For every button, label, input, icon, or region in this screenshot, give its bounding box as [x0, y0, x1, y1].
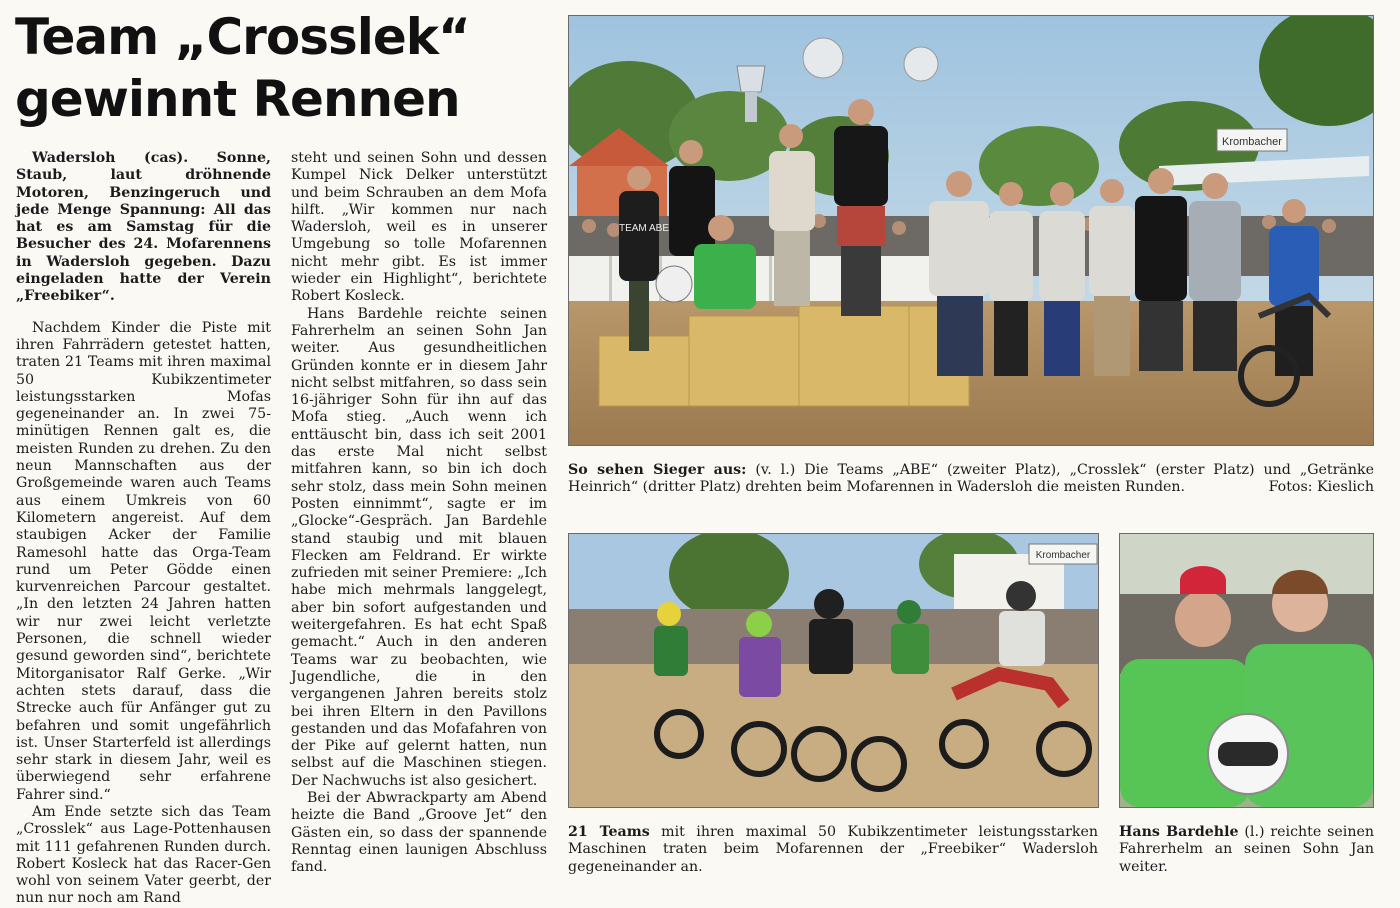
trophy-plate-icon — [803, 38, 843, 78]
photo-credit: Fotos: Kieslich — [1268, 479, 1374, 496]
helmet-icon — [1208, 714, 1288, 794]
race-photo-caption — [568, 824, 1098, 876]
bardehle-photo — [1119, 533, 1374, 808]
team-abe-shirt-text: TEAM ABE — [618, 223, 670, 234]
headline: Team „Crosslek“ gewinnt Rennen — [15, 8, 470, 128]
bardehle-photo-illustration — [1120, 534, 1373, 807]
trophy-plate-icon — [904, 47, 938, 81]
paragraph: Am Ende setzte sich das Team „Crosslek“ aus Lage-Pottenhausen mit 111 gefahrenen Runden durch. Robert Kosleck hat das Racer-Gen wohl von seinem Vater geerbt, der nun nur noch am Rand — [16, 803, 271, 907]
winners-photo-caption — [568, 462, 1374, 497]
krombacher-sign: Krombacher — [1222, 136, 1282, 148]
paragraph: Nachdem Kinder die Piste mit ihren Fahrrädern getestet hatten, traten 21 Teams mit ihren maximal 50 Kubikzentimeter leistungsstarken Mofas gegeneinander an. In zwei 75-minütigen Rennen galt es, die meisten Runden zu drehen. Zu den neun Mannschaften aus der Großgemeinde waren auch Teams aus einem Umkreis von 60 Kilometern angereist. Auf dem staubigen Acker der Familie Ramesohl hatte das Orga-Team rund um Peter Gödde einen kurvenreichen Parcour gestaltet. „In den letzten 24 Jahren hatten wir nur zwei leicht verletzte Personen, die schnell wieder gesund geworden sind“, berichtete Mitorganisator Ralf Gerke. „Wir achten stets darauf, dass die Strecke auch für Anfänger gut zu befahren und somit ungefährlich ist. Unser Starterfeld ist allerdings sehr stark in diesem Jahr, weil es überwiegend sehr erfahrene Fahrer sind.“ — [16, 319, 271, 803]
caption-lead: Hans Bardehle — [1119, 824, 1239, 840]
race-photo-illustration — [569, 534, 1098, 807]
article-column-2 — [291, 150, 547, 876]
bardehle-photo-caption — [1119, 824, 1374, 876]
paragraph: Hans Bardehle reichte seinen Fahrerhelm an seinen Sohn Jan weiter. Aus gesundheitlichen Gründen konnte er in diesem Jahr nicht selbst mitfahren, so dass sein 16-jähriger Sohn für ihn auf das Mofa stieg. „Auch wenn ich enttäuscht bin, dass ich seit 2001 das erste Mal nicht selbst mitfahren kann, so bin ich doch sehr stolz, dass mein Sohn meinen Posten einnimmt“, sagte er im „Glocke“-Gespräch. Jan Bardehle stand staubig und mit blauen Flecken am Feldrand. Er wirkte zufrieden mit seiner Premiere: „Ich habe mich mehrmals langgelegt, aber bin sofort aufgestanden und weitergefahren. Es hat echt Spaß gemacht.“ Auch in den anderen Teams war zu beobachten, wie Jugendliche, die in den vergangenen Jahren bereits stolz bei ihren Eltern in den Pavillons gestanden und das Mofafahren von der Pike auf gelernt hatten, nun selbst auf die Maschinen stiegen. Der Nachwuchs ist also gesichert. — [291, 305, 547, 789]
race-photo — [568, 533, 1099, 808]
article-column-1 — [16, 150, 271, 908]
caption-lead: So sehen Sieger aus: — [568, 462, 747, 478]
article-lead: Wadersloh (cas). Sonne, Staub, laut dröhnende Motoren, Benzingeruch und jede Menge Spannung: All das hat es am Samstag für die Besucher des 24. Mofarennens in Wadersloh gegeben. Dazu eingeladen hatte der Verein „Freebiker“. — [16, 150, 271, 305]
winners-photo-illustration — [569, 16, 1373, 445]
krombacher-sign: Krombacher — [1035, 550, 1091, 561]
cap-icon — [1180, 566, 1226, 594]
paragraph: steht und seinen Sohn und dessen Kumpel Nick Delker unterstützt und beim Schrauben an dem Mofa hilft. „Wir kommen nur nach Wadersloh, weil es in unserer Umgebung so tolle Mofarennen nicht mehr gibt. Es ist immer wieder ein Highlight“, berichtete Robert Kosleck. — [291, 150, 547, 305]
caption-lead: 21 Teams — [568, 824, 650, 840]
winners-photo — [568, 15, 1374, 446]
helmet-icon — [656, 266, 692, 302]
caption-text: (l.) reichte seinen Fahrerhelm an seinen Sohn Jan weiter. — [1119, 824, 1374, 875]
caption-text: mit ihren maximal 50 Kubikzentimeter leistungsstarken Maschinen traten beim Mofarennen der „Freebiker“ Wadersloh gegeneinander an. — [568, 824, 1098, 875]
caption-text: (v. l.) Die Teams „ABE“ (zweiter Platz), „Crosslek“ (erster Platz) und „Getränke Heinrich“ (dritter Platz) drehten beim Mofarennen in Wadersloh die meisten Runden. — [568, 462, 1374, 496]
paragraph: Bei der Abwrackparty am Abend heizte die Band „Groove Jet“ den Gästen ein, so dass der spannende Renntag einen launigen Abschluss fand. — [291, 789, 547, 876]
